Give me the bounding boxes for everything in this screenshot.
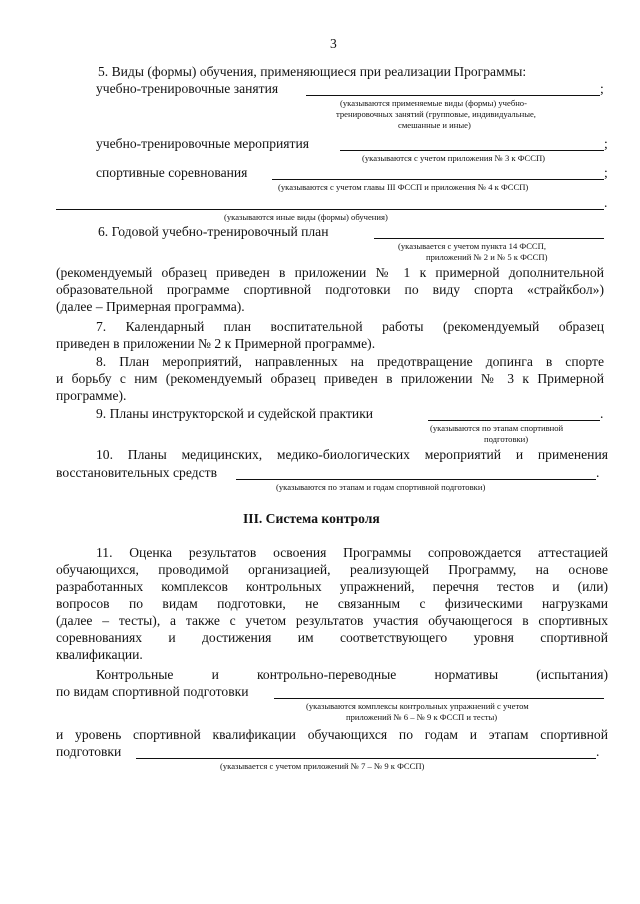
s5-training-events-blank bbox=[340, 150, 604, 151]
s5-note-1c: смешанные и иные) bbox=[398, 120, 471, 130]
control-norms-line-1: Контрольные и контрольно-переводные нормативы (испытания) bbox=[96, 667, 608, 682]
control-note-a: (указываются комплексы контрольных упражнений с учетом bbox=[306, 701, 529, 711]
page-number: 3 bbox=[330, 36, 337, 51]
section-heading-control: III. Система контроля bbox=[243, 511, 380, 526]
s5-training-sessions-label: учебно-тренировочные занятия bbox=[96, 81, 279, 96]
s5-training-events-label: учебно-тренировочные мероприятия bbox=[96, 136, 310, 151]
semicolon: ; bbox=[600, 81, 604, 96]
section-11-line-3: разработанных комплексов контрольных упражнений, перечня тестов и (или) bbox=[56, 579, 608, 594]
s10-note: (указываются по этапам и годам спортивной подготовки) bbox=[276, 482, 486, 492]
qualification-note: (указывается с учетом приложений № 7 – № 9 к ФССП) bbox=[220, 761, 425, 771]
s6-paragraph-line-2: образовательной программе спортивной подготовки по виду спорта «страйкбол») bbox=[56, 282, 604, 297]
section-7-line-2: приведен в приложении № 2 к Примерной программе). bbox=[56, 336, 376, 351]
s6-plan-blank bbox=[374, 238, 604, 239]
s5-competitions-label: спортивные соревнования bbox=[96, 165, 248, 180]
s5-other-forms-blank bbox=[56, 209, 604, 210]
section-11-line-4: вопросов по видам подготовки, не связанным с физическими нагрузками bbox=[56, 596, 608, 611]
section-10-line-2: восстановительных средств bbox=[56, 465, 217, 480]
s5-note-1a: (указываются применяемые виды (формы) учебно- bbox=[340, 98, 527, 108]
s5-note-1b: тренировочных занятий (групповые, индивидуальные, bbox=[336, 109, 536, 119]
s9-note-a: (указываются по этапам спортивной bbox=[430, 423, 564, 433]
section-11-line-6: соревнованиях и достижения им соответствующего уровня спортивной bbox=[56, 630, 608, 645]
section-11-line-5: (далее – тесты), а также с учетом результатов участия обучающегося в спортивных bbox=[56, 613, 608, 628]
section-9-title: 9. Планы инструкторской и судейской практики bbox=[96, 406, 374, 421]
period: . bbox=[596, 465, 600, 480]
section-11-line-1: 11. Оценка результатов освоения Программы сопровождается аттестацией bbox=[96, 545, 608, 560]
control-note-b: приложений № 6 – № 9 к ФССП и тесты) bbox=[346, 712, 498, 722]
section-8-line-2: и борьбу с ним (рекомендуемый образец приведен в приложении № 3 к Примерной bbox=[56, 371, 604, 386]
semicolon: ; bbox=[604, 165, 608, 180]
s6-paragraph-line-1: (рекомендуемый образец приведен в приложении № 1 к примерной дополнительной bbox=[56, 265, 604, 280]
s9-practice-blank bbox=[428, 420, 600, 421]
semicolon: ; bbox=[604, 136, 608, 151]
s6-note-a: (указывается с учетом пункта 14 ФССП, bbox=[398, 241, 547, 251]
s6-paragraph-line-3: (далее – Примерная программа). bbox=[56, 299, 245, 314]
s5-competitions-blank bbox=[272, 179, 604, 180]
s5-note-4: (указываются иные виды (формы) обучения) bbox=[224, 212, 388, 222]
s5-note-3: (указываются с учетом главы III ФССП и приложения № 4 к ФССП) bbox=[278, 182, 529, 192]
section-5-title: 5. Виды (формы) обучения, применяющиеся при реализации Программы: bbox=[98, 64, 527, 79]
qualification-line-2: подготовки bbox=[56, 744, 122, 759]
s5-note-2: (указываются с учетом приложения № 3 к ФССП) bbox=[362, 153, 546, 163]
period: . bbox=[596, 744, 600, 759]
section-11-line-2: обучающихся, проводимой организацией, реализующей Программу, на основе bbox=[56, 562, 608, 577]
qualification-blank bbox=[136, 758, 596, 759]
period: . bbox=[604, 195, 608, 210]
s5-training-sessions-blank bbox=[306, 95, 600, 96]
qualification-line-1: и уровень спортивной квалификации обучающихся по годам и этапам спортивной bbox=[56, 727, 608, 742]
control-norms-line-2: по видам спортивной подготовки bbox=[56, 684, 249, 699]
section-6-title: 6. Годовой учебно-тренировочный план bbox=[98, 224, 329, 239]
s9-note-b: подготовки) bbox=[484, 434, 529, 444]
section-8-line-3: программе). bbox=[56, 388, 127, 403]
s6-note-b: приложений № 2 и № 5 к ФССП) bbox=[426, 252, 548, 262]
section-7-line-1: 7. Календарный план воспитательной работы (рекомендуемый образец bbox=[96, 319, 604, 334]
section-8-line-1: 8. План мероприятий, направленных на предотвращение допинга в спорте bbox=[96, 354, 604, 369]
section-11-line-7: квалификации. bbox=[56, 647, 143, 662]
period: . bbox=[600, 406, 604, 421]
s10-means-blank bbox=[236, 479, 596, 480]
section-10-line-1: 10. Планы медицинских, медико-биологических мероприятий и применения bbox=[96, 447, 608, 462]
control-norms-blank bbox=[274, 698, 604, 699]
